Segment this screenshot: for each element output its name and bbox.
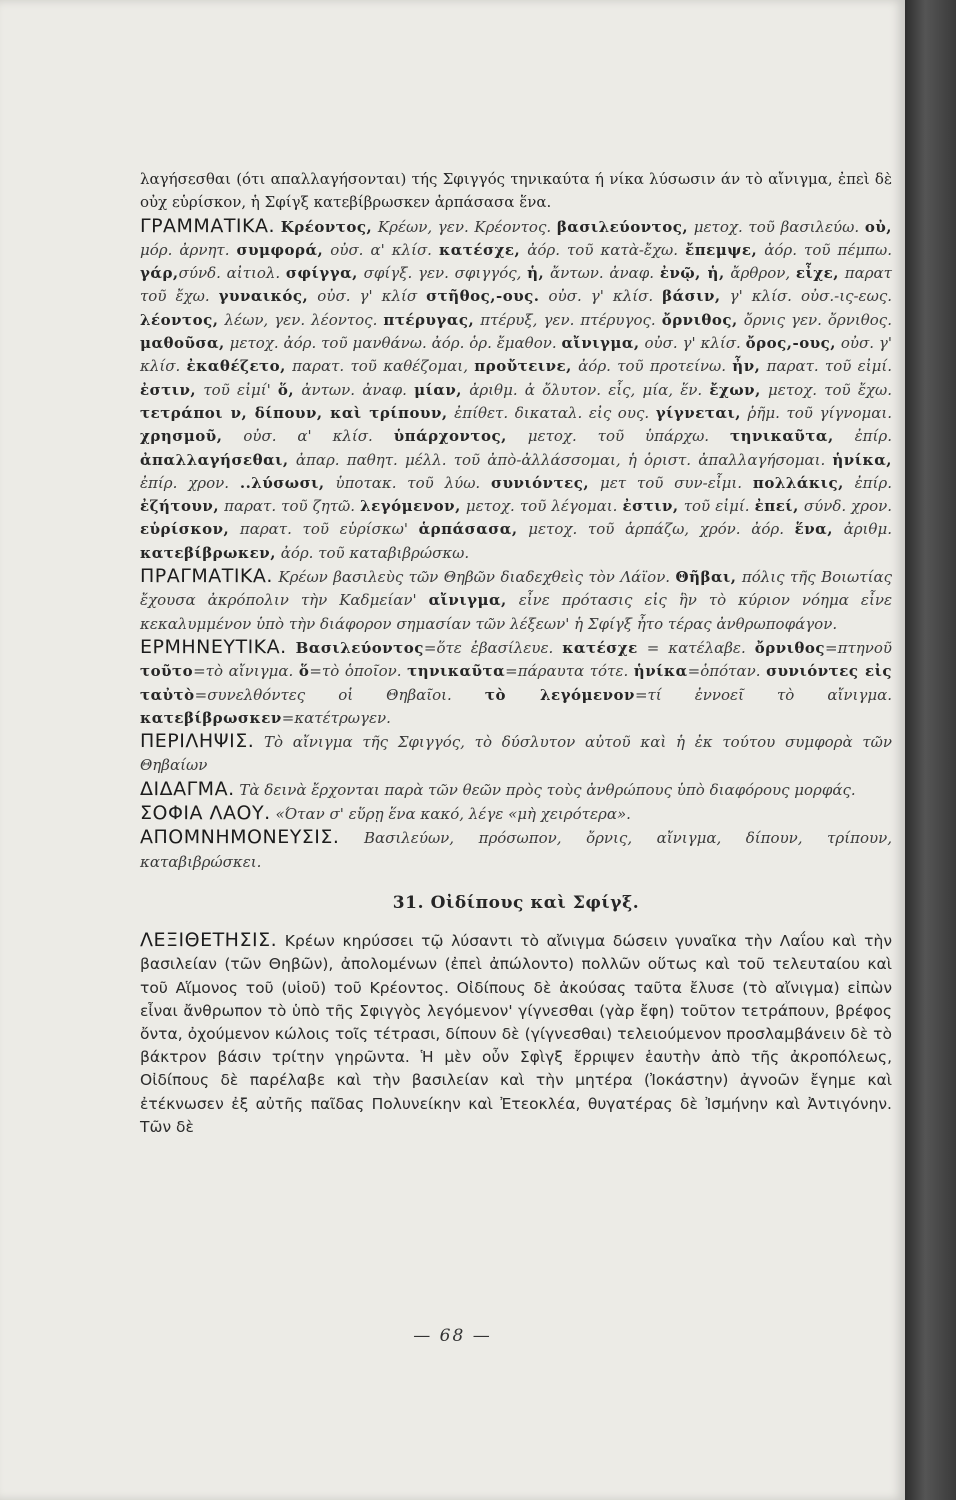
gloss: μετοχ. τοῦ ἁρπάζω, χρόν. ἀόρ. [517,520,795,539]
gloss: πτέρυξ, γεν. πτέρυγος. [474,310,662,329]
headword: ἀπαλλαγήσεθαι, [140,450,289,469]
gloss: ἄρθρον, [724,264,796,283]
headword: ὄρος,-ους, [745,334,836,353]
apomnimoneusis-paragraph [140,826,892,874]
pragmatika-paragraph [140,565,892,636]
perilipsis-heading: ΠΕΡΙΛΗΨΙΣ. [140,730,255,753]
headword: Κρέοντος, [280,217,373,236]
gloss: ἐπίρ. [843,473,892,492]
headword: συμφορά, [236,240,324,259]
gloss: =ὁπόταν. [687,662,767,681]
headword: ἕνα, [794,520,833,539]
headword: ..λύσωσι, [239,473,325,492]
lexithetisis-body: Κρέων κηρύσσει τῷ λύσαντι τὸ αἴνιγμα δώσειν γυναῖκα τὴν Λαΐου καὶ τὴν βασιλείαν (τῶν Θηβῶν), ἀπολομένων (ἐπεὶ ἀπώλοντο) πολλῶν οὕτως καὶ τοῦ τελευταίου καὶ τοῦ Αἵμονος τοῦ (υἱοῦ) τοῦ Κρέοντος. Οἰδίπους δὲ ἀκούσας ταῦτα ἔλυσε (τὸ αἴνιγμα) εἰπὼν εἶναι ἄνθρωπον τὸ ὑπὸ τῆς Σφιγγὸς λεγόμενον' γίγνεσθαι (γὰρ ἔφη) τοῦτον τετράπουν, βρέφος ὄντα, ὀχούμενον κώλοις τοῖς τέτρασι, δίπουν δὲ (γίγνεσθαι) τελειούμενον προσλαμβάνειν δὲ τὸ βάκτρον βάσιν τρίτην γηρῶντα. Ἡ μὲν οὖν Σφὶγξ ἔρριψεν ἑαυτὴν ἀπὸ τῆς ἀκροπόλεως, Οἰδίπους δὲ παρέλαβε καὶ τὴν βασιλείαν καὶ τὴν μητέρα (Ἰοκάστην) ἀγνοῶν ἔγημε καὶ ἐτέκνωσεν ἐξ αὐτῆς παῖδας Πολυνείκην καὶ Ἐτεοκλέα, θυγατέρας δὲ Ἰσμήνην καὶ Ἀντιγόνην. Τῶν δὲ [140,932,892,1136]
grammatika-body [140,218,892,562]
headword: ἦν, [732,357,761,376]
gloss: =κατέτρωγεν. [281,708,391,727]
gloss: ὄρνις γεν. ὄρνιθος. [737,310,892,329]
headword: πολλάκις, [752,473,844,492]
gloss: = κατέλαβε. [637,638,755,657]
headword: λεγόμενον, [360,497,461,516]
headword: ἐκαθέζετο, [186,357,286,376]
headword: ἡνίκα [633,662,688,681]
headword: ἔχων, [709,380,761,399]
gloss: εἶνε πρότασις εἰς ἣν τὸ κύριον νόημα εἶνε κεκαλυμμένον ὑπὸ τὴν διάφορον σημασίαν τῶν λέξεων' ἡ Σφίγξ ἦτο τέρας ἀνθρωποφάγον. [140,591,892,633]
headword: βάσιν, [662,287,721,306]
headword: Βασιλεύοντος [295,638,424,657]
headword: στῆθος,-ους. [426,287,540,306]
page-number: — 68 — [413,1326,492,1346]
gloss: Κρέων, γεν. Κρέοντος. [372,217,557,236]
grammatika-paragraph [140,215,892,565]
lexithetisis-heading: ΛΕΞΙΘΕΤΗΣΙΣ. [140,929,278,952]
book-edge [905,0,956,1500]
headword: συνιόντες, [491,473,590,492]
headword: τετράποι ν, δίπουν, καὶ τρίπουν, [140,403,448,422]
headword: ἁρπάσασα, [418,520,518,539]
gloss: σύνδ. χρον. [798,497,892,516]
headword: αἴνιγμα, [428,591,507,610]
headword: ὅ, [277,380,295,399]
gloss: σύνδ. αἰτιολ. [178,264,286,283]
headword: κατέσχε, [438,240,521,259]
intro-paragraph: λαγήσεσθαι (ότι απαλλαγήσονται) τής Σφιγγός τηνικαύτα ή νίκα λύσωσιν άν τὸ αἴνιγμα, ἐπεὶ δὲ οὐχ εὑρίσκον, ἡ Σφίγξ κατεβίβρωσκεν ἁρπάσασα ἕνα. [140,170,892,212]
grammatika-heading: ΓΡΑΜΜΑΤΙΚΑ. [140,214,276,237]
gloss: =τί ἐννοεῖ τὸ αἴνιγμα. [634,685,892,704]
gloss: ἀριθμ. [832,520,892,539]
gloss: μετοχ. τοῦ λέγομαι. [460,497,623,516]
headword: τοῦτο [140,662,194,681]
gloss: οὐσ. γ' κλίσ. [539,287,663,306]
ermineftika-heading: ΕΡΜΗΝΕΥΤΙΚΑ. [140,635,287,658]
gloss: ῥῆμ. τοῦ γίγνομαι. [740,403,892,422]
gloss: ἀπαρ. παθητ. μέλλ. τοῦ ἀπὸ-ἀλλάσσομαι, ἡ ὁριστ. ἀπαλλαγήσομαι. [288,450,833,469]
didagma-paragraph [140,778,892,802]
headword: γάρ, [140,264,179,283]
lexithetisis-paragraph [140,929,892,1139]
headword: ἔπεμψε, [685,240,758,259]
headword: ὑπάρχοντος, [393,427,507,446]
gloss: λέων, γεν. λέοντος. [218,310,384,329]
gloss: ἐπίρ. [833,427,892,446]
gloss: ἐπίρ. χρον. [140,473,240,492]
gloss: τοῦ εἰμί. [678,497,755,516]
gloss: μετ τοῦ συν-εἶμι. [589,473,753,492]
gloss: =τὸ ὁποῖον. [309,662,408,681]
headword: βασιλεύοντος, [556,217,689,236]
gloss: ἀόρ. τοῦ πέμπω. [757,240,892,259]
headword: κατεβίβρωκεν, [140,543,276,562]
headword: ἐζήτουν, [140,497,220,516]
gloss: ἀριθμ. ἀ ὄλυτον. εἷς, μία, ἕν. [462,380,710,399]
headword: πτέρυγας, [383,310,475,329]
gloss: παρατ. τοῦ καθέζομαι, [285,357,475,376]
headword: σφίγγα, [285,264,358,283]
headword: εὑρίσκον, [140,520,230,539]
headword: τηνικαῦτα [407,662,506,681]
gloss: Κρέων βασιλεὺς τῶν Θηβῶν διαδεχθεὶς τὸν Λάϊον. [278,568,676,587]
gloss: ἀόρ. τοῦ προτείνω. [571,357,733,376]
gloss: =πάραυτα τότε. [505,662,634,681]
gloss: ἀόρ. τοῦ κατὰ-ἔχω. [520,240,686,259]
gloss: μόρ. ἀρνητ. [140,240,237,259]
pragmatika-heading: ΠΡΑΓΜΑΤΙΚΑ. [140,565,273,588]
section-title: 31. Οἰδίπους καὶ Σφίγξ. [392,892,640,913]
headword: αἴνιγμα, [561,334,640,353]
headword: ἐπεί, [754,497,799,516]
headword: ἐνῷ, ἡ, [659,264,725,283]
apomnimoneusis-heading: ΑΠΟΜΝΗΜΟΝΕΥΣΙΣ. [140,826,340,849]
sofia-paragraph [140,802,892,826]
headword: λέοντος, [140,310,219,329]
didagma-body: Τὰ δεινὰ ἔρχονται παρὰ τῶν θεῶν πρὸς τοὺς ἀνθρώπους ὑπὸ διαφόρους μορφάς. [239,780,856,799]
headword: προὔτεινε, [474,357,572,376]
headword: ἡνίκα, [832,450,892,469]
headword: γίγνεται, [655,403,741,422]
gloss: σφίγξ. γεν. σφιγγός, [357,264,528,283]
gloss: παρατ. τοῦ ζητῶ. [219,497,361,516]
headword: ὄρνιθος, [661,310,738,329]
gloss: ἄντων. ἀναφ. [544,264,660,283]
headword: ὅ [298,662,310,681]
headword: χρησμοῦ, [140,427,223,446]
gloss: γ' κλίσ. οὐσ.-ις-εως. [720,287,893,306]
headword: εἶχε, [795,264,839,283]
gloss: πόλις τῆς Βοιωτίας ἔχουσα ἀκρόπολιν τὴν Καδμείαν' [140,568,892,610]
headword: κατεβίβρωσκεν [140,708,282,727]
apomnimoneusis-body: Βασιλεύων, πρόσωπον, ὄρνις, αἴνιγμα, δίπουν, τρίπουν, καταβιβρώσκει. [140,829,892,871]
perilipsis-body: Τὸ αἴνιγμα τῆς Σφιγγός, τὸ δύσλυτον αὐτοῦ καὶ ἡ ἐκ τούτου συμφορὰ τῶν Θηβαίων [140,733,892,775]
headword: ἐστιν, [622,497,679,516]
headword: μαθοῦσα, [140,334,225,353]
headword: ἐστιν, [140,380,197,399]
perilipsis-paragraph [140,730,892,778]
headword: οὐ, [864,217,892,236]
sofia-body: «Όταν σ' εὕρῃ ἕνα κακό, λέγε «μὴ χειρότερα». [275,805,631,824]
gloss: οὐσ. α' κλίσ. [222,427,394,446]
headword: μίαν, [414,380,463,399]
gloss: μετοχ. τοῦ ὑπάρχω. [506,427,730,446]
gloss: τοῦ εἰμί' [196,380,278,399]
gloss: μετοχ. τοῦ ἔχω. [760,380,892,399]
gloss: οὐσ. γ' κλίσ [308,287,427,306]
page-content [140,168,892,1139]
gloss: μετοχ. ἀόρ. τοῦ μανθάνω. ἀόρ. ὁρ. ἔμαθον. [224,334,562,353]
didagma-heading: ΔΙΔΑΓΜΑ. [140,777,235,800]
gloss: παρατ τοῦ ἔχω. [140,264,892,306]
headword: γυναικός, [218,287,309,306]
headword: ἡ, [527,264,545,283]
headword: τὸ λεγόμενον [484,685,635,704]
headword: κατέσχε [562,638,638,657]
gloss: =τὸ αἴνιγμα. [193,662,299,681]
gloss: μετοχ. τοῦ βασιλεύω. [688,217,865,236]
gloss: παρατ. τοῦ εὑρίσκω' [229,520,419,539]
gloss: =ὅτε ἐβασίλευε. [423,638,563,657]
gloss: οὐσ. γ' κλίσ. [639,334,746,353]
gloss: οὐσ. γ' κλίσ. [140,334,893,376]
headword: ὄρνιθος [754,638,826,657]
gloss: =πτηνοῦ [825,638,892,657]
gloss: ὑποτακ. τοῦ λύω. [324,473,492,492]
headword: Θῆβαι, [675,568,737,587]
headword: συνιόντες εἰς ταὐτὸ [140,662,893,704]
gloss: ἐπίθετ. δικαταλ. εἰς ους. [447,403,656,422]
headword: τηνικαῦτα, [729,427,834,446]
sofia-heading: ΣΟΦΙΑ ΛΑΟΥ. [140,802,271,825]
gloss: ἀόρ. τοῦ καταβιβρώσκω. [275,543,470,562]
ermineftika-paragraph [140,636,892,730]
gloss: =συνελθόντες οἱ Θηβαῖοι. [194,685,485,704]
gloss: ἀντων. ἀναφ. [294,380,415,399]
gloss: οὐσ. α' κλίσ. [323,240,439,259]
gloss: παρατ. τοῦ εἰμί. [760,357,893,376]
